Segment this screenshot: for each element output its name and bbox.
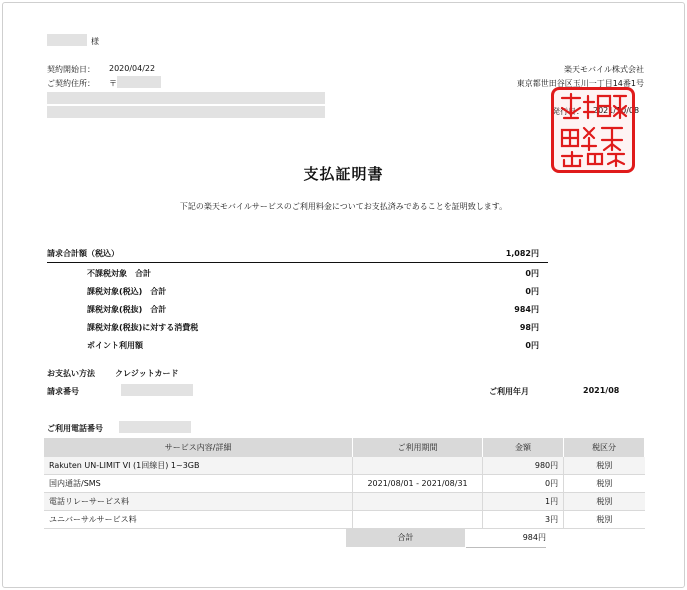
- summary-row-value: 0円: [525, 287, 539, 296]
- phone-number-label: ご利用電話番号: [47, 424, 103, 433]
- redacted-address-line-1: [47, 92, 325, 104]
- summary-row-label: 課税対象(税込) 合計: [87, 287, 167, 296]
- invoice-number-label: 請求番号: [47, 387, 79, 396]
- redacted-address-line-2: [47, 106, 325, 118]
- table-row: [44, 457, 645, 475]
- summary-row-value: 98円: [519, 323, 539, 332]
- service-name: 国内通話/SMS: [44, 475, 353, 493]
- total-amount-label: 請求合計額（税込）: [47, 249, 119, 258]
- service-tax: 税別: [564, 493, 645, 511]
- summary-divider: [47, 262, 548, 263]
- usage-month-value: 2021/08: [583, 386, 620, 395]
- redacted-invoice-number: [121, 384, 193, 396]
- usage-month-label: ご利用年月: [489, 387, 529, 396]
- service-period: 2021/08/01 - 2021/08/31: [353, 475, 483, 493]
- table-header-row: [44, 438, 645, 457]
- summary-row-label: 不課税対象 合計: [87, 269, 151, 278]
- payment-method-value: クレジットカード: [115, 369, 179, 378]
- service-tax: 税別: [564, 511, 645, 529]
- table-row: [44, 511, 645, 529]
- table-row: [44, 475, 645, 493]
- honorific: 様: [91, 37, 99, 46]
- service-amount: 1円: [482, 493, 563, 511]
- certification-statement: 下記の楽天モバイルサービスのご利用料金についてお支払済みであることを証明致します。: [179, 202, 508, 211]
- redacted-postal-code: [117, 76, 161, 88]
- table-total-value: 984円: [466, 529, 546, 548]
- service-name: ユニバーサルサービス料: [44, 511, 353, 529]
- document-title: 支払証明書: [303, 165, 384, 183]
- issuer-address: 東京都世田谷区玉川一丁目14番1号: [516, 79, 644, 88]
- summary-row-label: 課税対象(税抜) 合計: [87, 305, 167, 314]
- service-detail-table: [44, 438, 645, 529]
- service-name: Rakuten UN-LIMIT VI (1回線目) 1~3GB: [44, 457, 353, 475]
- issue-date: 2021/10/08: [593, 106, 640, 115]
- total-amount-value: 1,082円: [505, 249, 539, 258]
- service-period: [353, 511, 483, 529]
- service-amount: 0円: [482, 475, 563, 493]
- table-total-label: 合計: [346, 529, 465, 547]
- summary-row-value: 0円: [525, 341, 539, 350]
- table-row: [44, 493, 645, 511]
- contract-start-label: 契約開始日：: [47, 65, 95, 74]
- payment-method-label: お支払い方法: [47, 369, 95, 378]
- summary-row-value: 984円: [514, 305, 539, 314]
- service-name: 電話リレーサービス料: [44, 493, 353, 511]
- summary-row-label: ポイント利用額: [87, 341, 143, 350]
- column-header-period: ご利用期間: [353, 438, 483, 457]
- service-tax: 税別: [564, 475, 645, 493]
- contract-start-date: 2020/04/22: [109, 64, 156, 73]
- service-amount: 3円: [482, 511, 563, 529]
- seal-glyphs-icon: [554, 90, 632, 170]
- redacted-customer-name: [47, 34, 87, 46]
- summary-row-label: 課税対象(税抜)に対する消費税: [87, 323, 199, 332]
- company-seal-stamp: [551, 87, 635, 173]
- column-header-tax: 税区分: [564, 438, 645, 457]
- summary-row-value: 0円: [525, 269, 539, 278]
- service-tax: 税別: [564, 457, 645, 475]
- service-period: [353, 457, 483, 475]
- postal-mark: 〒: [109, 79, 117, 88]
- service-period: [353, 493, 483, 511]
- redacted-phone-number: [119, 421, 191, 433]
- address-label: ご契約住所：: [47, 79, 95, 88]
- issue-date-label: 発行日：: [552, 107, 584, 116]
- issuer-company: 楽天モバイル株式会社: [564, 65, 644, 74]
- column-header-amount: 金額: [482, 438, 563, 457]
- column-header-service: サービス内容/詳細: [44, 438, 353, 457]
- service-amount: 980円: [482, 457, 563, 475]
